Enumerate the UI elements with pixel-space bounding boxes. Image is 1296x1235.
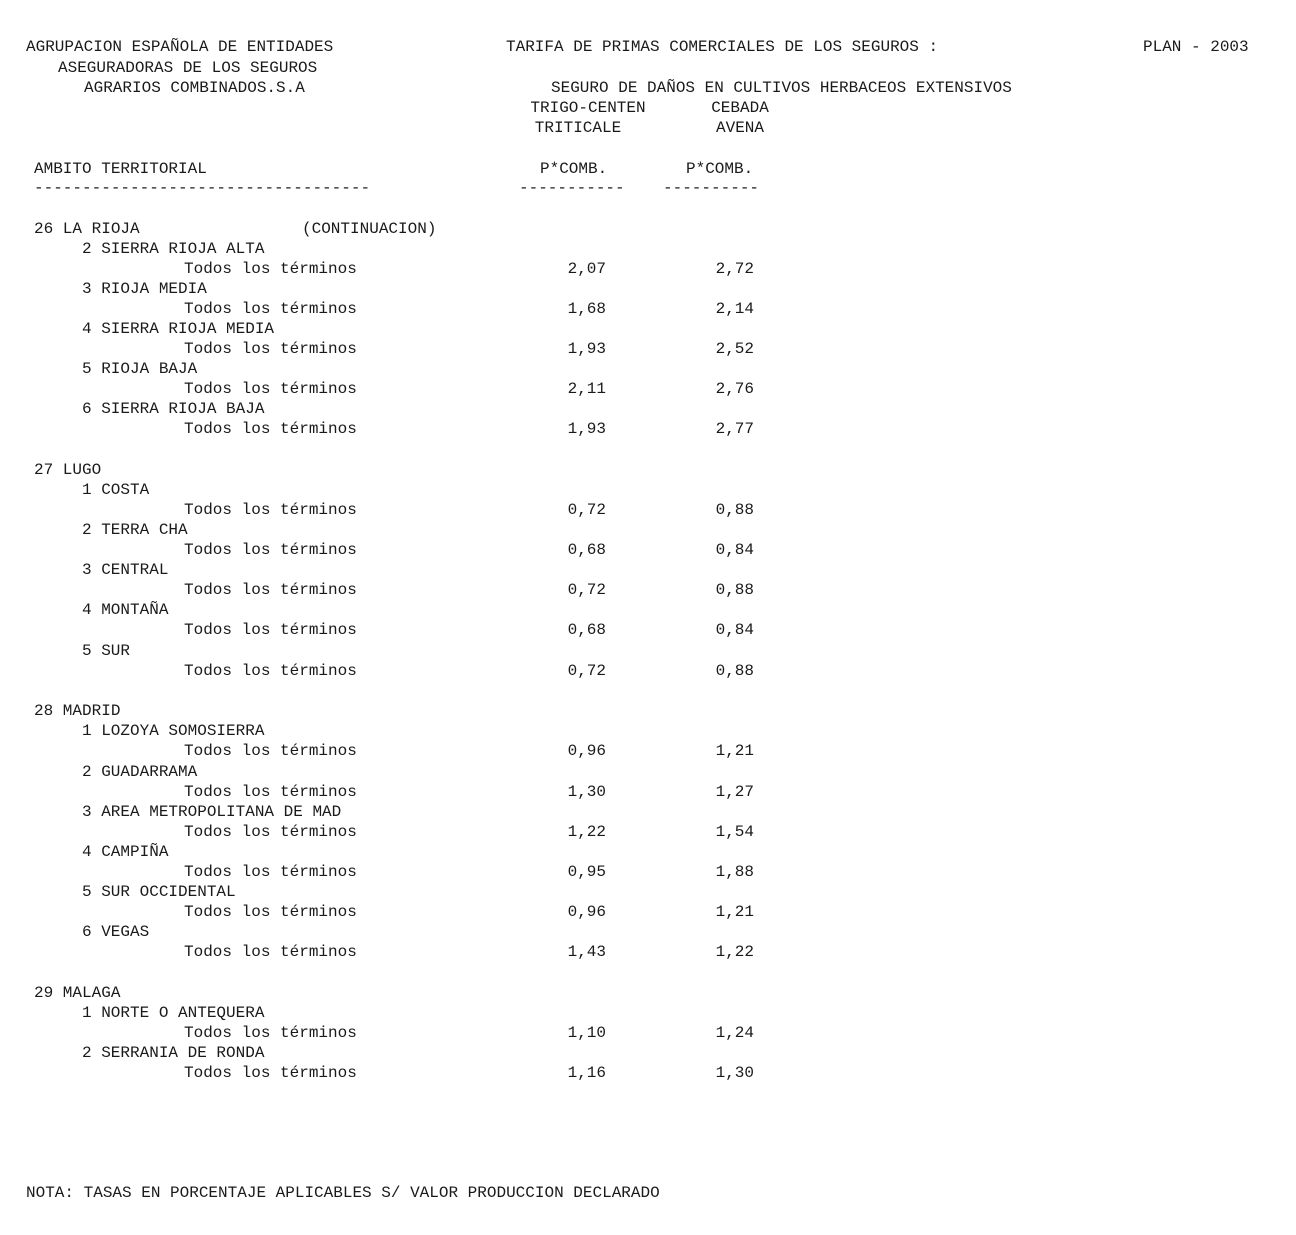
term-label: Todos los términos [184, 621, 357, 639]
value-col1: 0,72 [567, 581, 606, 599]
comarca-name: 2 SERRANIA DE RONDA [82, 1044, 265, 1062]
org-name-line3: AGRARIOS COMBINADOS.S.A [84, 79, 305, 97]
term-label: Todos los términos [184, 260, 357, 278]
comarca-name: 1 LOZOYA SOMOSIERRA [82, 722, 265, 740]
term-label: Todos los términos [184, 340, 357, 358]
term-label: Todos los términos [184, 420, 357, 438]
comarca-name: 3 RIOJA MEDIA [82, 280, 207, 298]
value-col1: 1,22 [567, 823, 606, 841]
value-col2: 2,76 [715, 380, 754, 398]
value-col1: 1,93 [567, 420, 606, 438]
province-name: 29 MALAGA [34, 984, 121, 1002]
value-col2: 2,14 [715, 300, 754, 318]
term-label: Todos los términos [184, 380, 357, 398]
comarca-name: 4 SIERRA RIOJA MEDIA [82, 320, 275, 338]
value-col2: 2,72 [715, 260, 754, 278]
term-label: Todos los términos [184, 581, 357, 599]
document-title: TARIFA DE PRIMAS COMERCIALES DE LOS SEGUROS : [506, 38, 939, 56]
value-col1: 1,43 [567, 943, 606, 961]
col1-header-line1: TRIGO-CENTEN [530, 99, 646, 117]
comarca-name: 2 SIERRA RIOJA ALTA [82, 240, 265, 258]
ambito-rule: ----------------------------------- [34, 179, 371, 197]
col2-rule: ---------- [663, 179, 760, 197]
term-label: Todos los términos [184, 742, 357, 760]
term-label: Todos los términos [184, 300, 357, 318]
province-name: 26 LA RIOJA [34, 220, 140, 238]
value-col2: 1,22 [715, 943, 754, 961]
value-col2: 1,21 [715, 903, 754, 921]
term-label: Todos los términos [184, 863, 357, 881]
value-col1: 1,30 [567, 783, 606, 801]
comarca-name: 2 TERRA CHA [82, 521, 188, 539]
comarca-name: 3 AREA METROPOLITANA DE MAD [82, 803, 342, 821]
term-label: Todos los términos [184, 903, 357, 921]
col1-header-line2: TRITICALE [534, 119, 622, 137]
province-name: 27 LUGO [34, 461, 102, 479]
org-name-line1: AGRUPACION ESPAÑOLA DE ENTIDADES [26, 38, 334, 56]
comarca-name: 4 MONTAÑA [82, 601, 169, 619]
term-label: Todos los términos [184, 501, 357, 519]
term-label: Todos los términos [184, 943, 357, 961]
comarca-name: 3 CENTRAL [82, 561, 169, 579]
comarca-name: 4 CAMPIÑA [82, 843, 169, 861]
value-col2: 1,88 [715, 863, 754, 881]
comarca-name: 5 SUR [82, 642, 131, 660]
comarca-name: 1 COSTA [82, 481, 150, 499]
value-col1: 1,16 [567, 1064, 606, 1082]
term-label: Todos los términos [184, 783, 357, 801]
col2-header-line1: CEBADA [711, 99, 769, 117]
comarca-name: 5 SUR OCCIDENTAL [82, 883, 236, 901]
value-col1: 0,72 [567, 501, 606, 519]
value-col1: 2,07 [567, 260, 606, 278]
value-col2: 1,21 [715, 742, 754, 760]
term-label: Todos los términos [184, 1064, 357, 1082]
value-col2: 1,24 [715, 1024, 754, 1042]
value-col1: 0,68 [567, 541, 606, 559]
value-col2: 0,88 [715, 501, 754, 519]
value-col2: 2,52 [715, 340, 754, 358]
term-label: Todos los términos [184, 541, 357, 559]
plan-year: PLAN - 2003 [1143, 38, 1249, 56]
ambito-header: AMBITO TERRITORIAL [34, 160, 207, 178]
col2-subheader: P*COMB. [686, 160, 754, 178]
value-col2: 0,84 [715, 621, 754, 639]
value-col2: 2,77 [715, 420, 754, 438]
col1-subheader: P*COMB. [540, 160, 608, 178]
term-label: Todos los términos [184, 662, 357, 680]
org-name-line2: ASEGURADORAS DE LOS SEGUROS [58, 59, 318, 77]
value-col1: 0,96 [567, 903, 606, 921]
term-label: Todos los términos [184, 823, 357, 841]
value-col2: 1,27 [715, 783, 754, 801]
value-col1: 0,72 [567, 662, 606, 680]
value-col2: 0,84 [715, 541, 754, 559]
value-col1: 1,93 [567, 340, 606, 358]
comarca-name: 2 GUADARRAMA [82, 763, 198, 781]
value-col2: 0,88 [715, 581, 754, 599]
province-name: 28 MADRID [34, 702, 121, 720]
comarca-name: 5 RIOJA BAJA [82, 360, 198, 378]
value-col2: 0,88 [715, 662, 754, 680]
continuation-note: (CONTINUACION) [302, 220, 437, 238]
term-label: Todos los términos [184, 1024, 357, 1042]
value-col2: 1,54 [715, 823, 754, 841]
value-col2: 1,30 [715, 1064, 754, 1082]
value-col1: 0,96 [567, 742, 606, 760]
value-col1: 1,10 [567, 1024, 606, 1042]
col1-rule: ----------- [519, 179, 625, 197]
value-col1: 0,68 [567, 621, 606, 639]
col2-header-line2: AVENA [715, 119, 764, 137]
value-col1: 1,68 [567, 300, 606, 318]
value-col1: 0,95 [567, 863, 606, 881]
comarca-name: 6 VEGAS [82, 923, 150, 941]
document-subtitle: SEGURO DE DAÑOS EN CULTIVOS HERBACEOS EXTENSIVOS [551, 79, 1012, 97]
comarca-name: 1 NORTE O ANTEQUERA [82, 1004, 265, 1022]
footer-note: NOTA: TASAS EN PORCENTAJE APLICABLES S/ VALOR PRODUCCION DECLARADO [26, 1184, 660, 1202]
value-col1: 2,11 [567, 380, 606, 398]
comarca-name: 6 SIERRA RIOJA BAJA [82, 400, 265, 418]
